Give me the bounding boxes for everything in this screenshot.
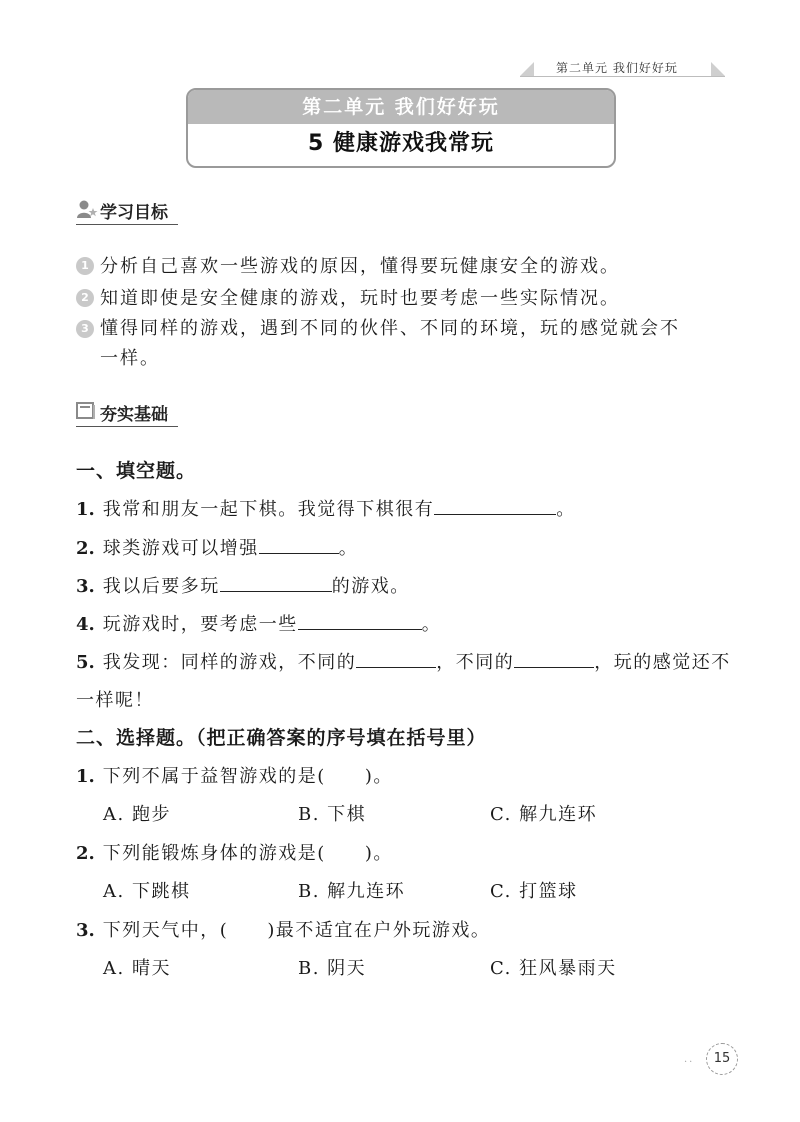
- choice-3-option-c[interactable]: C. 狂风暴雨天: [490, 958, 617, 979]
- question-number: 5.: [76, 652, 95, 673]
- objective-3-continued: 一样。: [100, 348, 160, 369]
- choice-question-1: [76, 762, 393, 788]
- question-stem: 下列天气中，( )最不适宜在户外玩游戏。: [102, 920, 491, 941]
- question-text-end: ，玩的感觉还不: [594, 652, 731, 673]
- choice-3-option-b[interactable]: B. 阴天: [298, 958, 367, 979]
- objectives-heading-underline: [76, 224, 178, 225]
- running-header: [520, 56, 725, 78]
- question-text-end: 。: [556, 499, 576, 520]
- learner-icon: [76, 199, 98, 219]
- objective-2: 知道即使是安全健康的游戏，玩时也要考虑一些实际情况。: [100, 288, 620, 309]
- objective-number-1: 1: [76, 257, 94, 275]
- choice-2-option-a[interactable]: A. 下跳棋: [103, 881, 191, 902]
- choice-2-option-c[interactable]: C. 打篮球: [490, 881, 578, 902]
- question-number: 2.: [76, 843, 95, 864]
- objectives-heading: [76, 198, 178, 222]
- foundation-heading-underline: [76, 426, 178, 427]
- question-text-end: 。: [421, 614, 442, 635]
- answer-blank[interactable]: [434, 496, 556, 515]
- choice-3-option-a[interactable]: A. 晴天: [103, 958, 171, 979]
- objective-number-3: 3: [76, 320, 94, 338]
- book-icon: [76, 402, 96, 420]
- page-number: 15: [706, 1043, 738, 1075]
- question-stem: 下列不属于益智游戏的是( )。: [102, 766, 393, 787]
- question-text: 玩游戏时，要考虑一些: [102, 614, 298, 635]
- answer-blank[interactable]: [259, 535, 339, 554]
- answer-blank-2[interactable]: [514, 649, 594, 668]
- foundation-heading-label: 夯实基础: [100, 405, 168, 425]
- lesson-title-box: [186, 88, 616, 168]
- answer-blank[interactable]: [220, 573, 332, 592]
- objectives-heading-label: 学习目标: [100, 203, 168, 223]
- objective-1: 分析自己喜欢一些游戏的原因，懂得要玩健康安全的游戏。: [100, 256, 620, 277]
- question-number: 1.: [76, 499, 95, 520]
- objective-3: 懂得同样的游戏，遇到不同的伙伴、不同的环境，玩的感觉就会不: [100, 318, 680, 339]
- question-text: 我常和朋友一起下棋。我觉得下棋很有: [102, 499, 435, 520]
- fill-question-3: [76, 572, 410, 598]
- lesson-title: 5 健康游戏我常玩: [308, 131, 494, 156]
- question-text: 我以后要多玩: [102, 576, 220, 597]
- fill-question-5-continued: 一样呢！: [76, 690, 154, 711]
- choice-1-option-c[interactable]: C. 解九连环: [490, 804, 598, 825]
- question-number: 4.: [76, 614, 95, 635]
- question-text-mid: ，不同的: [436, 652, 515, 673]
- question-stem: 下列能锻炼身体的游戏是( )。: [102, 843, 393, 864]
- choice-2-option-b[interactable]: B. 解九连环: [298, 881, 406, 902]
- running-header-text: 第二单元 我们好好玩: [556, 61, 678, 75]
- question-number: 3.: [76, 576, 95, 597]
- unit-title: 第二单元 我们好好玩: [188, 90, 614, 124]
- question-text-end: 的游戏。: [331, 576, 410, 597]
- question-number: 2.: [76, 538, 95, 559]
- choice-1-option-a[interactable]: A. 跑步: [103, 804, 171, 825]
- header-rule: [520, 76, 725, 77]
- multiple-choice-section-title: 二、选择题。（把正确答案的序号填在括号里）: [76, 727, 487, 749]
- choice-question-2: [76, 839, 393, 865]
- question-text: 我发现：同样的游戏，不同的: [102, 652, 357, 673]
- header-triangle-right: [711, 62, 725, 76]
- fill-question-1: [76, 495, 576, 521]
- fill-in-section-title: 一、填空题。: [76, 460, 197, 482]
- question-number: 3.: [76, 920, 95, 941]
- answer-blank-1[interactable]: [356, 649, 436, 668]
- question-text: 球类游戏可以增强: [102, 538, 259, 559]
- choice-1-option-b[interactable]: B. 下棋: [298, 804, 367, 825]
- fill-question-5: [76, 648, 731, 674]
- header-triangle-left: [520, 62, 534, 76]
- fill-question-4: [76, 610, 441, 636]
- choice-question-3: [76, 916, 490, 942]
- question-number: 1.: [76, 766, 95, 787]
- page-number-dots: ··: [684, 1057, 695, 1068]
- question-text-end: 。: [338, 538, 359, 559]
- answer-blank[interactable]: [298, 611, 422, 630]
- foundation-heading: [76, 400, 178, 424]
- fill-question-2: [76, 534, 358, 560]
- objective-number-2: 2: [76, 289, 94, 307]
